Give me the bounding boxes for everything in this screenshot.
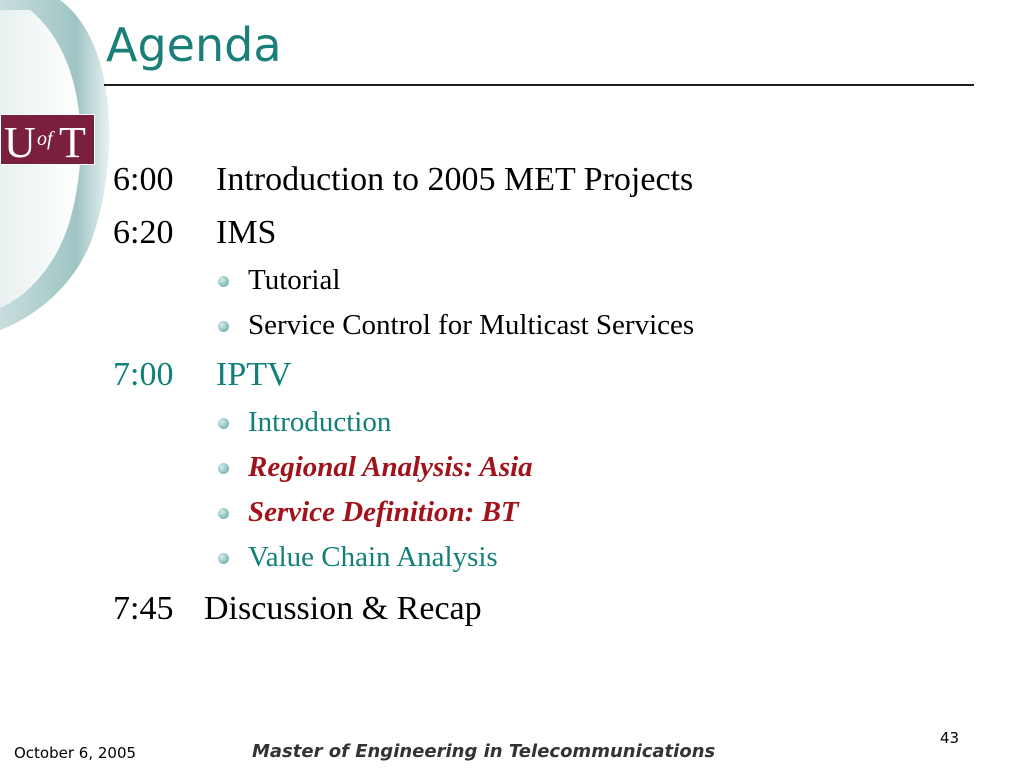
- agenda-subitem-text: Introduction: [248, 406, 392, 438]
- round-bullet-icon: [218, 463, 229, 474]
- page-number: 43: [940, 729, 960, 747]
- agenda-subitem-text: Service Control for Multicast Services: [248, 309, 695, 341]
- round-bullet-icon: [218, 508, 229, 519]
- agenda-time: 6:20: [113, 214, 174, 251]
- logo-letter-of: of: [37, 128, 53, 150]
- logo-letter-t: T: [59, 118, 86, 164]
- agenda-row-4: [113, 590, 482, 627]
- agenda-time: 7:00: [113, 356, 174, 393]
- agenda-time: 6:00: [113, 161, 174, 198]
- agenda-label: IPTV: [216, 356, 292, 393]
- round-bullet-icon: [218, 276, 229, 287]
- round-bullet-icon: [218, 418, 229, 429]
- agenda-label: Discussion & Recap: [204, 590, 482, 627]
- round-bullet-icon: [218, 553, 229, 564]
- agenda-label: Introduction to 2005 MET Projects: [216, 161, 694, 198]
- agenda-subitem-text: Value Chain Analysis: [248, 541, 498, 573]
- agenda-subitem-text: Service Definition: BT: [248, 496, 519, 528]
- round-bullet-icon: [218, 321, 229, 332]
- agenda-subitem-text: Tutorial: [248, 264, 341, 296]
- footer-date: October 6, 2005: [14, 744, 137, 762]
- agenda-row-1: [113, 161, 694, 198]
- agenda-row-2: [113, 214, 277, 251]
- footer-program-name: Master of Engineering in Telecommunications: [252, 741, 716, 762]
- slide-title: Agenda: [106, 18, 282, 72]
- agenda-time: 7:45: [113, 590, 174, 627]
- logo-letter-u: U: [4, 118, 36, 164]
- agenda-label: IMS: [216, 214, 277, 251]
- agenda-row-3: [113, 356, 292, 393]
- agenda-subitem-text: Regional Analysis: Asia: [248, 451, 533, 483]
